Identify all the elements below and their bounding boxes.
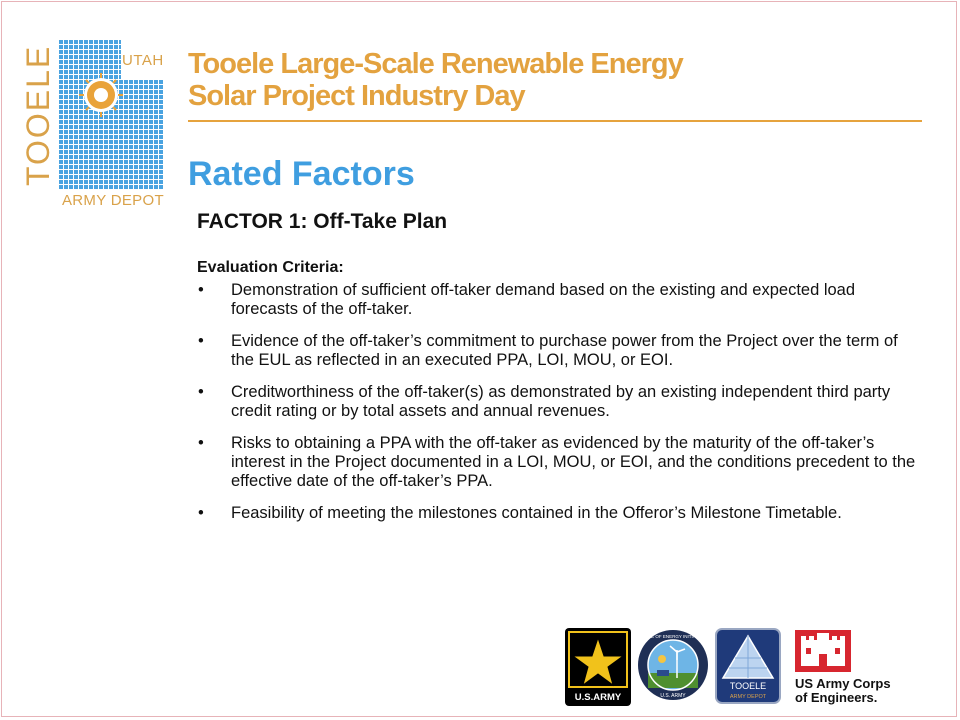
list-item-text: Feasibility of meeting the milestones contained in the Offeror’s Milestone Timetable.	[231, 504, 842, 522]
list-item-text: Risks to obtaining a PPA with the off-taker as evidenced by the maturity of the off-taker’s interest in the Project documented in a LOI, MOU, or EOI, and the conditions precedent to the effective date of the off-taker’s PPA.	[231, 434, 916, 490]
list-item	[197, 332, 917, 370]
bullet: •	[198, 504, 204, 522]
us-army-logo-icon	[565, 628, 631, 706]
oei-seal-icon	[637, 628, 709, 702]
list-item	[197, 504, 917, 523]
tooele-vertical-text: TOOELE	[20, 44, 56, 186]
list-item	[197, 434, 917, 491]
bullet: •	[198, 383, 204, 401]
oei-ring-text: OFFICE OF ENERGY INITIATIVES	[637, 634, 709, 639]
slide-title: Rated Factors	[188, 155, 415, 193]
header-divider	[188, 120, 922, 122]
tooele-badge-bottom: ARMY DEPOT	[729, 694, 767, 700]
bullet: •	[198, 281, 204, 299]
list-item-text: Evidence of the off-taker’s commitment to purchase power from the Project over the term of the EUL as reflected in an executed PPA, LOI, MOU, or EOI.	[231, 332, 898, 369]
list-item-text: Demonstration of sufficient off-taker demand based on the existing and expected load forecasts of the off-taker.	[231, 281, 856, 318]
utah-label: UTAH	[122, 52, 164, 69]
conference-title	[188, 48, 683, 112]
tooele-badge-top: TOOELE	[729, 681, 767, 691]
list-item	[197, 281, 917, 319]
evaluation-criteria-label: Evaluation Criteria:	[197, 259, 344, 276]
list-item-text: Creditworthiness of the off-taker(s) as demonstrated by an existing independent third party credit rating or by total assets and annual revenues.	[231, 383, 891, 420]
factor-heading: FACTOR 1: Off-Take Plan	[197, 210, 448, 233]
bullet: •	[198, 434, 204, 452]
usace-line1: US Army Corps	[795, 676, 891, 691]
partner-logos	[565, 628, 905, 708]
list-item	[197, 383, 917, 421]
bullet: •	[198, 332, 204, 350]
oei-bottom-text: U.S. ARMY	[660, 693, 686, 699]
conference-title-line1: Tooele Large-Scale Renewable Energy	[188, 48, 683, 80]
criteria-list	[197, 281, 917, 536]
tooele-badge-icon	[715, 628, 781, 704]
usace-castle-logo-icon	[793, 628, 905, 706]
army-depot-label: ARMY DEPOT	[62, 192, 164, 209]
conference-title-line2: Solar Project Industry Day	[188, 80, 525, 112]
usace-line2: of Engineers.	[795, 690, 878, 705]
army-label: U.S.ARMY	[574, 692, 622, 703]
